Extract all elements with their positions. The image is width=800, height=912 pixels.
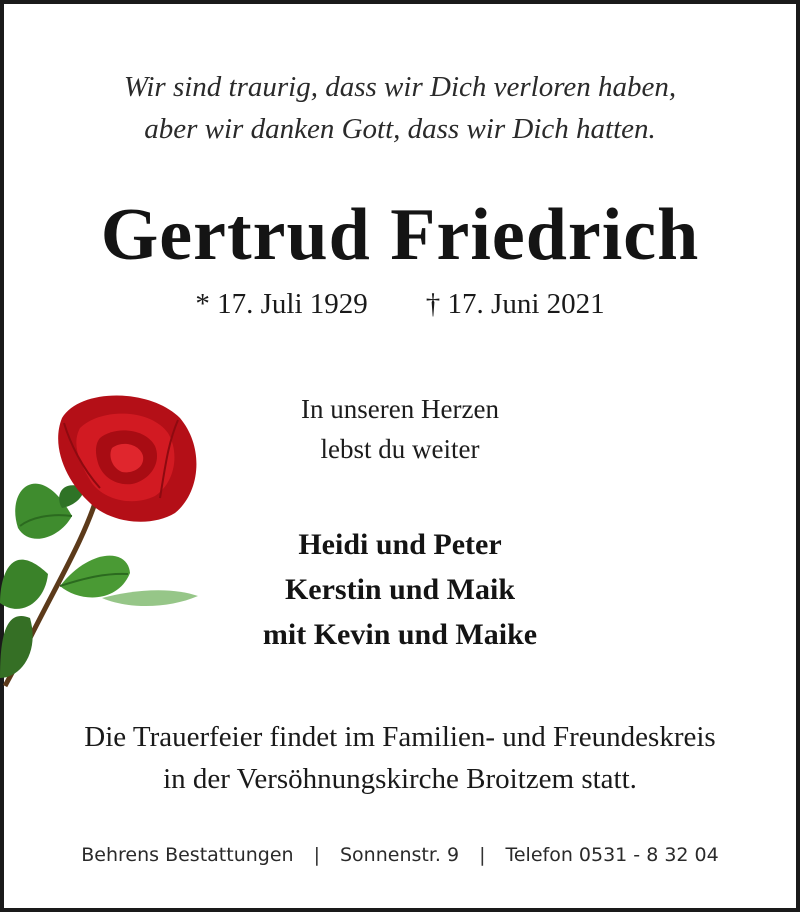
motto xyxy=(0,66,800,150)
death-date: † 17. Juni 2021 xyxy=(425,288,605,320)
life-dates xyxy=(0,284,800,324)
verse-line-2: lebst du weiter xyxy=(320,434,480,464)
funeral-notice xyxy=(0,716,800,800)
verse xyxy=(0,389,800,469)
deceased-name: Gertrud Friedrich xyxy=(100,194,700,276)
funeral-home-name: Behrens Bestattungen xyxy=(81,844,294,866)
mourners-line-2: Kerstin und Maik xyxy=(284,573,516,606)
funeral-home-address: Sonnenstr. 9 xyxy=(339,844,460,866)
funeral-home-phone: Telefon 0531 - 8 32 04 xyxy=(505,844,719,866)
funeral-line-2: in der Versöhnungskirche Broitzem statt. xyxy=(163,763,637,795)
footer-separator-1: | xyxy=(313,844,320,866)
footer-separator-2: | xyxy=(479,844,486,866)
motto-line-1: Wir sind traurig, dass wir Dich verloren haben, xyxy=(123,71,677,103)
mourners xyxy=(0,522,800,657)
mourners-line-1: Heidi und Peter xyxy=(298,528,502,561)
motto-line-2: aber wir danken Gott, dass wir Dich hatten. xyxy=(144,113,656,145)
birth-date: * 17. Juli 1929 xyxy=(195,288,368,320)
funeral-line-1: Die Trauerfeier findet im Familien- und Freundeskreis xyxy=(84,721,716,753)
funeral-home-footer xyxy=(0,840,800,870)
verse-line-1: In unseren Herzen xyxy=(301,394,499,424)
mourners-line-3: mit Kevin und Maike xyxy=(262,618,538,651)
